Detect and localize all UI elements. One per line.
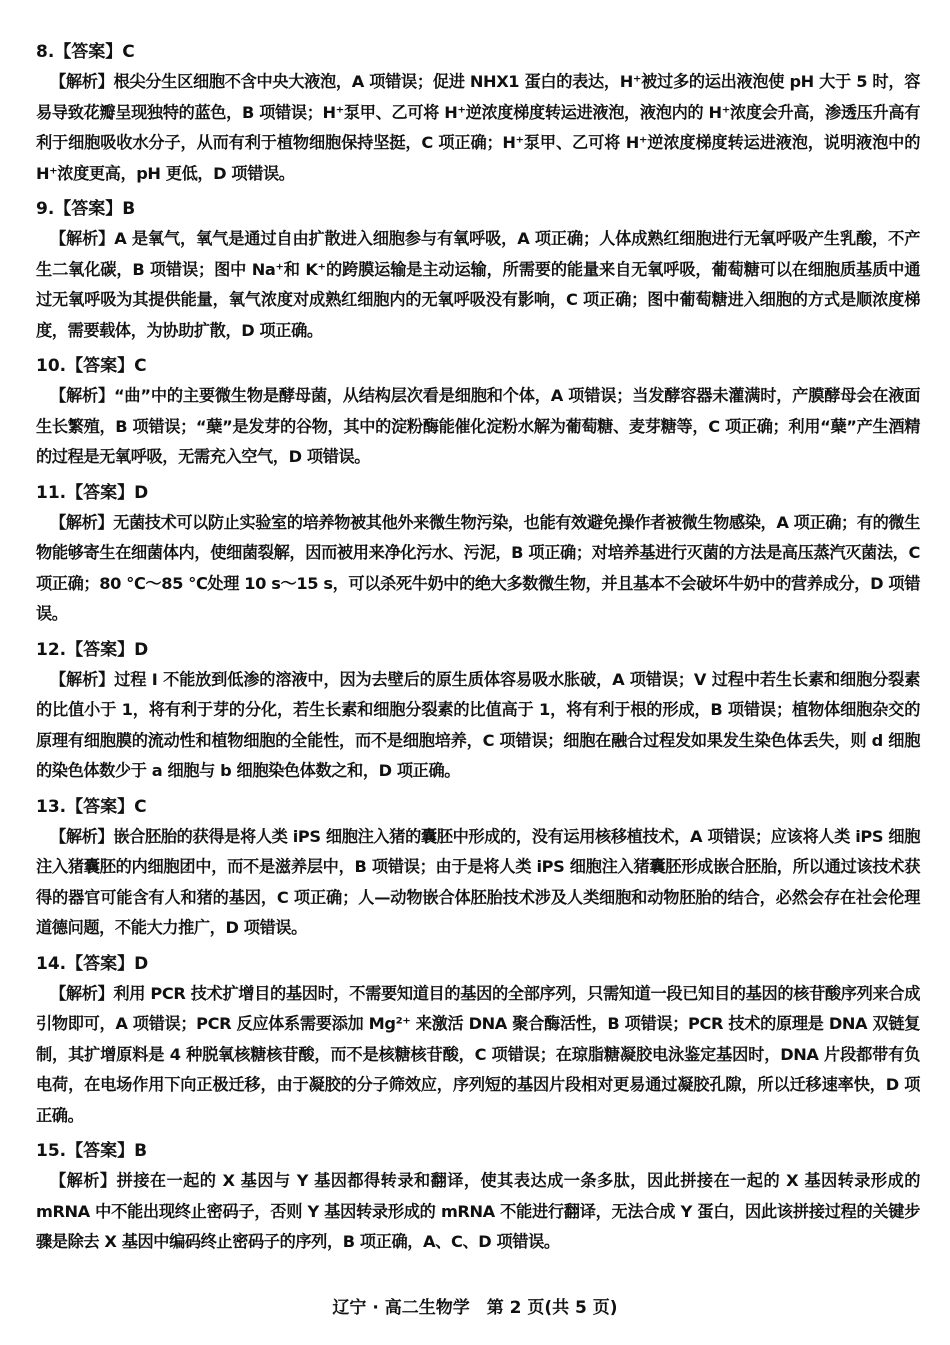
question-item-11 [36,479,920,630]
analysis-paragraph: 【解析】“曲”中的主要微生物是酵母菌，从结构层次看是细胞和个体，A 项错误；当发酵容器未灌满时，产膜酵母会在液面生长繁殖，B 项错误；“蘖”是发芽的谷物，其中的淀粉酶能催化淀粉水解为葡萄糖、麦芽糖等，C 项正确；利用“蘖”产生酒精的过程是无氧呼吸，无需充入空气，D 项错误。 [36,386,920,466]
analysis-paragraph: 【解析】嵌合胚胎的获得是将人类 iPS 细胞注入猪的囊胚中形成的，没有运用核移植技术，A 项错误；应该将人类 iPS 细胞注入猪囊胚的内细胞团中，而不是滋养层中，B 项错误；由于是将人类 iPS 细胞注入猪囊胚形成嵌合胚胎，所以通过该技术获得的器官可能含有人和猪的基因，C 项正确；人—动物嵌合体胚胎技术涉及人类细胞和动物胚胎的结合，必然会存在社会伦理道德问题，不能大力推广，D 项错误。 [36,826,920,937]
answer-line: 8.【答案】C [36,42,135,62]
answer-line: 10.【答案】C [36,356,147,376]
question-item-8 [36,38,920,189]
analysis-paragraph: 【解析】A 是氧气，氧气是通过自由扩散进入细胞参与有氧呼吸，A 项正确；人体成熟红细胞进行无氧呼吸产生乳酸，不产生二氧化碳，B 项错误；图中 Na⁺和 K⁺的跨膜运输是主动运输，所需要的能量来自无氧呼吸，葡萄糖可以在细胞质基质中通过无氧呼吸为其提供能量，氧气浓度对成熟红细胞内的无氧呼吸没有影响，C 项正确；图中葡萄糖进入细胞的方式是顺浓度梯度，需要载体，为协助扩散，D 项正确。 [36,229,920,340]
analysis-paragraph: 【解析】过程 Ⅰ 不能放到低渗的溶液中，因为去壁后的原生质体容易吸水胀破，A 项错误；Ⅴ 过程中若生长素和细胞分裂素的比值小于 1，将有利于芽的分化，若生长素和细胞分裂素的比值高于 1，将有利于根的形成，B 项错误；植物体细胞杂交的原理有细胞膜的流动性和植物细胞的全能性，而不是细胞培养，C 项错误；细胞在融合过程发如果发生染色体丢失，则 d 细胞的染色体数少于 a 细胞与 b 细胞染色体数之和，D 项正确。 [36,669,920,780]
answer-line: 13.【答案】C [36,796,147,817]
question-item-14 [36,950,920,1132]
question-item-10 [36,352,920,473]
analysis-paragraph: 【解析】拼接在一起的 X 基因与 Y 基因都得转录和翻译，使其表达成一条多肽，因此拼接在一起的 X 基因转录形成的 mRNA 中不能出现终止密码子，否则 Y 基因转录形成的 mRNA 不能进行翻译，无法合成 Y 蛋白，因此该拼接过程的关键步骤是除去 X 基因中编码终止密码子的序列，B 项正确，A、C、D 项错误。 [36,1171,920,1251]
question-item-9 [36,195,920,346]
answer-line: 15.【答案】B [36,1141,148,1161]
question-item-15 [36,1137,920,1258]
answer-line: 14.【答案】D [36,953,149,974]
answer-line: 9.【答案】B [36,199,136,219]
analysis-paragraph: 【解析】无菌技术可以防止实验室的培养物被其他外来微生物污染，也能有效避免操作者被微生物感染，A 项正确；有的微生物能够寄生在细菌体内，使细菌裂解，因而被用来净化污水、污泥，B 项正确；对培养基进行灭菌的方法是高压蒸汽灭菌法，C 项正确；80 ℃～85 ℃处理 10 s～15 s，可以杀死牛奶中的绝大多数微生物，并且基本不会破坏牛奶中的营养成分，D 项错误。 [36,512,920,623]
analysis-paragraph: 【解析】根尖分生区细胞不含中央大液泡，A 项错误；促进 NHX1 蛋白的表达，H⁺被过多的运出液泡使 pH 大于 5 时，容易导致花瓣呈现独特的蓝色，B 项错误；H⁺泵甲、乙可将 H⁺逆浓度梯度转运进液泡，液泡内的 H⁺浓度会升高，渗透压升高有利于细胞吸收水分子，从而有利于植物细胞保持坚挺，C 项正确；H⁺泵甲、乙可将 H⁺逆浓度梯度转运进液泡，说明液泡中的 H⁺浓度更高，pH 更低，D 项错误。 [36,72,920,183]
page-footer: 辽宁 · 高二生物学 第 2 页(共 5 页) [332,1298,618,1318]
answer-line: 12.【答案】D [36,639,149,660]
answer-line: 11.【答案】D [36,482,149,503]
analysis-paragraph: 【解析】利用 PCR 技术扩增目的基因时，不需要知道目的基因的全部序列，只需知道一段已知目的基因的核苷酸序列来合成引物即可，A 项错误；PCR 反应体系需要添加 Mg²⁺ 来激活 DNA 聚合酶活性，B 项错误；PCR 技术的原理是 DNA 双链复制，其扩增原料是 4 种脱氧核糖核苷酸，而不是核糖核苷酸，C 项错误；在琼脂糖凝胶电泳鉴定基因时，DNA 片段都带有负电荷，在电场作用下向正极迁移，由于凝胶的分子筛效应，序列短的基因片段相对更易通过凝胶孔隙，所以迁移速率快，D 项正确。 [36,983,920,1125]
question-item-13 [36,793,920,944]
question-item-12 [36,636,920,787]
